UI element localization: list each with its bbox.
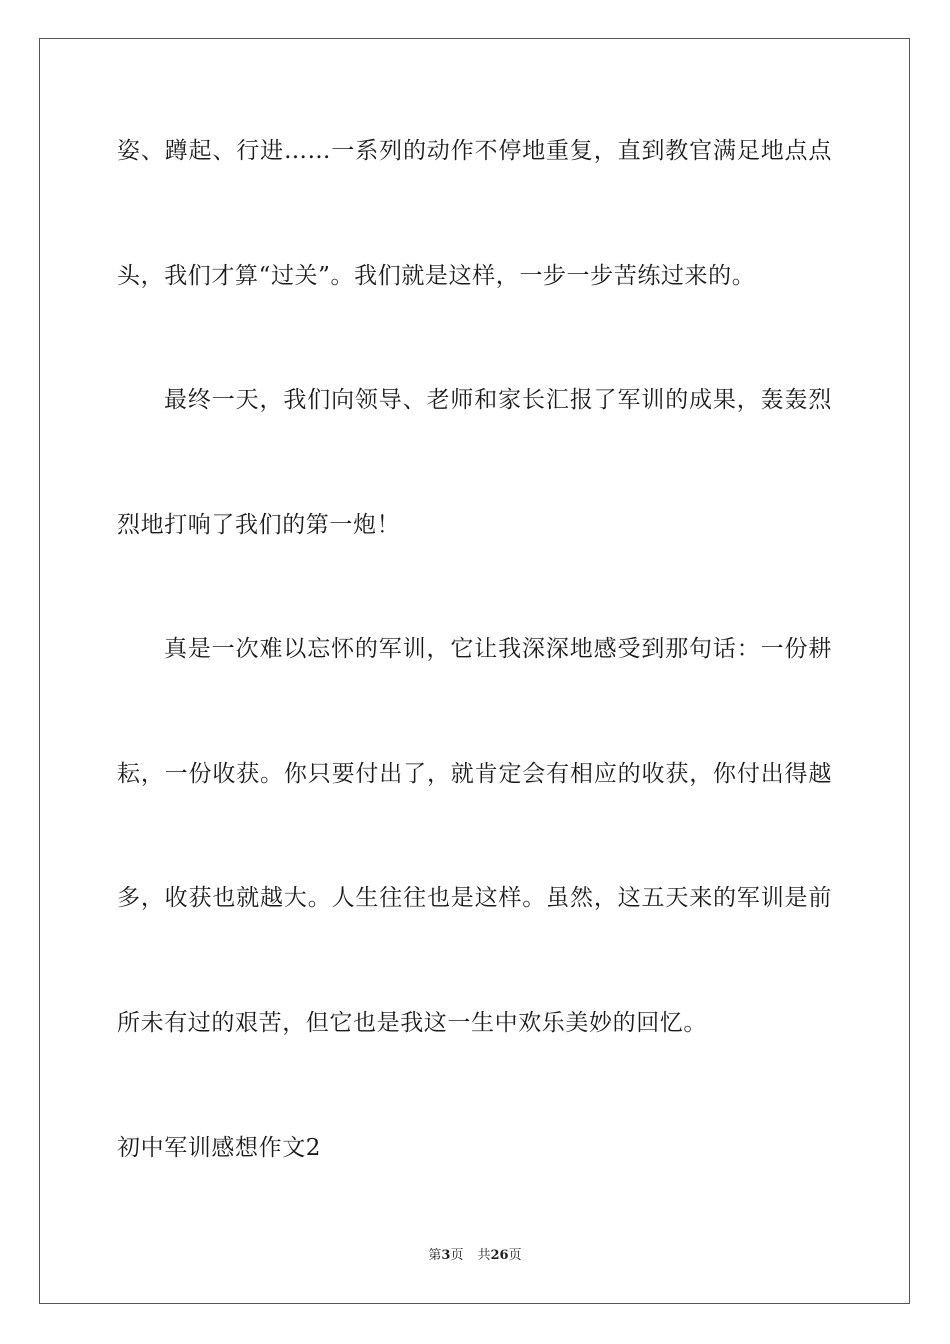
text-line-7: 多，收获也就越大。人生往往也是这样。虽然，这五天来的军训是前 bbox=[117, 885, 832, 911]
footer-total-prefix: 共 bbox=[477, 1248, 491, 1263]
text-line-1: 姿、蹲起、行进……一系列的动作不停地重复，直到教官满足地点点 bbox=[117, 138, 832, 164]
text-line-4: 烈地打响了我们的第一炮！ bbox=[117, 512, 401, 538]
section-heading: 初中军训感想作文2 bbox=[117, 1135, 322, 1161]
text-line-2: 头，我们才算“过关”。我们就是这样，一步一步苦练过来的。 bbox=[117, 263, 756, 289]
footer-page-number: 3 bbox=[441, 1248, 451, 1263]
footer-page-prefix: 第 bbox=[428, 1248, 442, 1263]
page-footer bbox=[0, 1248, 950, 1264]
page-frame bbox=[39, 38, 910, 1304]
text-line-8: 所未有过的艰苦，但它也是我这一生中欢乐美妙的回忆。 bbox=[117, 1010, 707, 1036]
text-line-5: 真是一次难以忘怀的军训，它让我深深地感受到那句话：一份耕 bbox=[164, 636, 832, 662]
footer-total-pages: 26 bbox=[490, 1248, 509, 1263]
footer-page-suffix: 页 bbox=[450, 1248, 464, 1263]
text-line-6: 耘，一份收获。你只要付出了，就肯定会有相应的收获，你付出得越 bbox=[117, 761, 832, 787]
footer-total-suffix: 页 bbox=[508, 1248, 522, 1263]
text-line-3: 最终一天，我们向领导、老师和家长汇报了军训的成果，轰轰烈 bbox=[164, 387, 832, 413]
